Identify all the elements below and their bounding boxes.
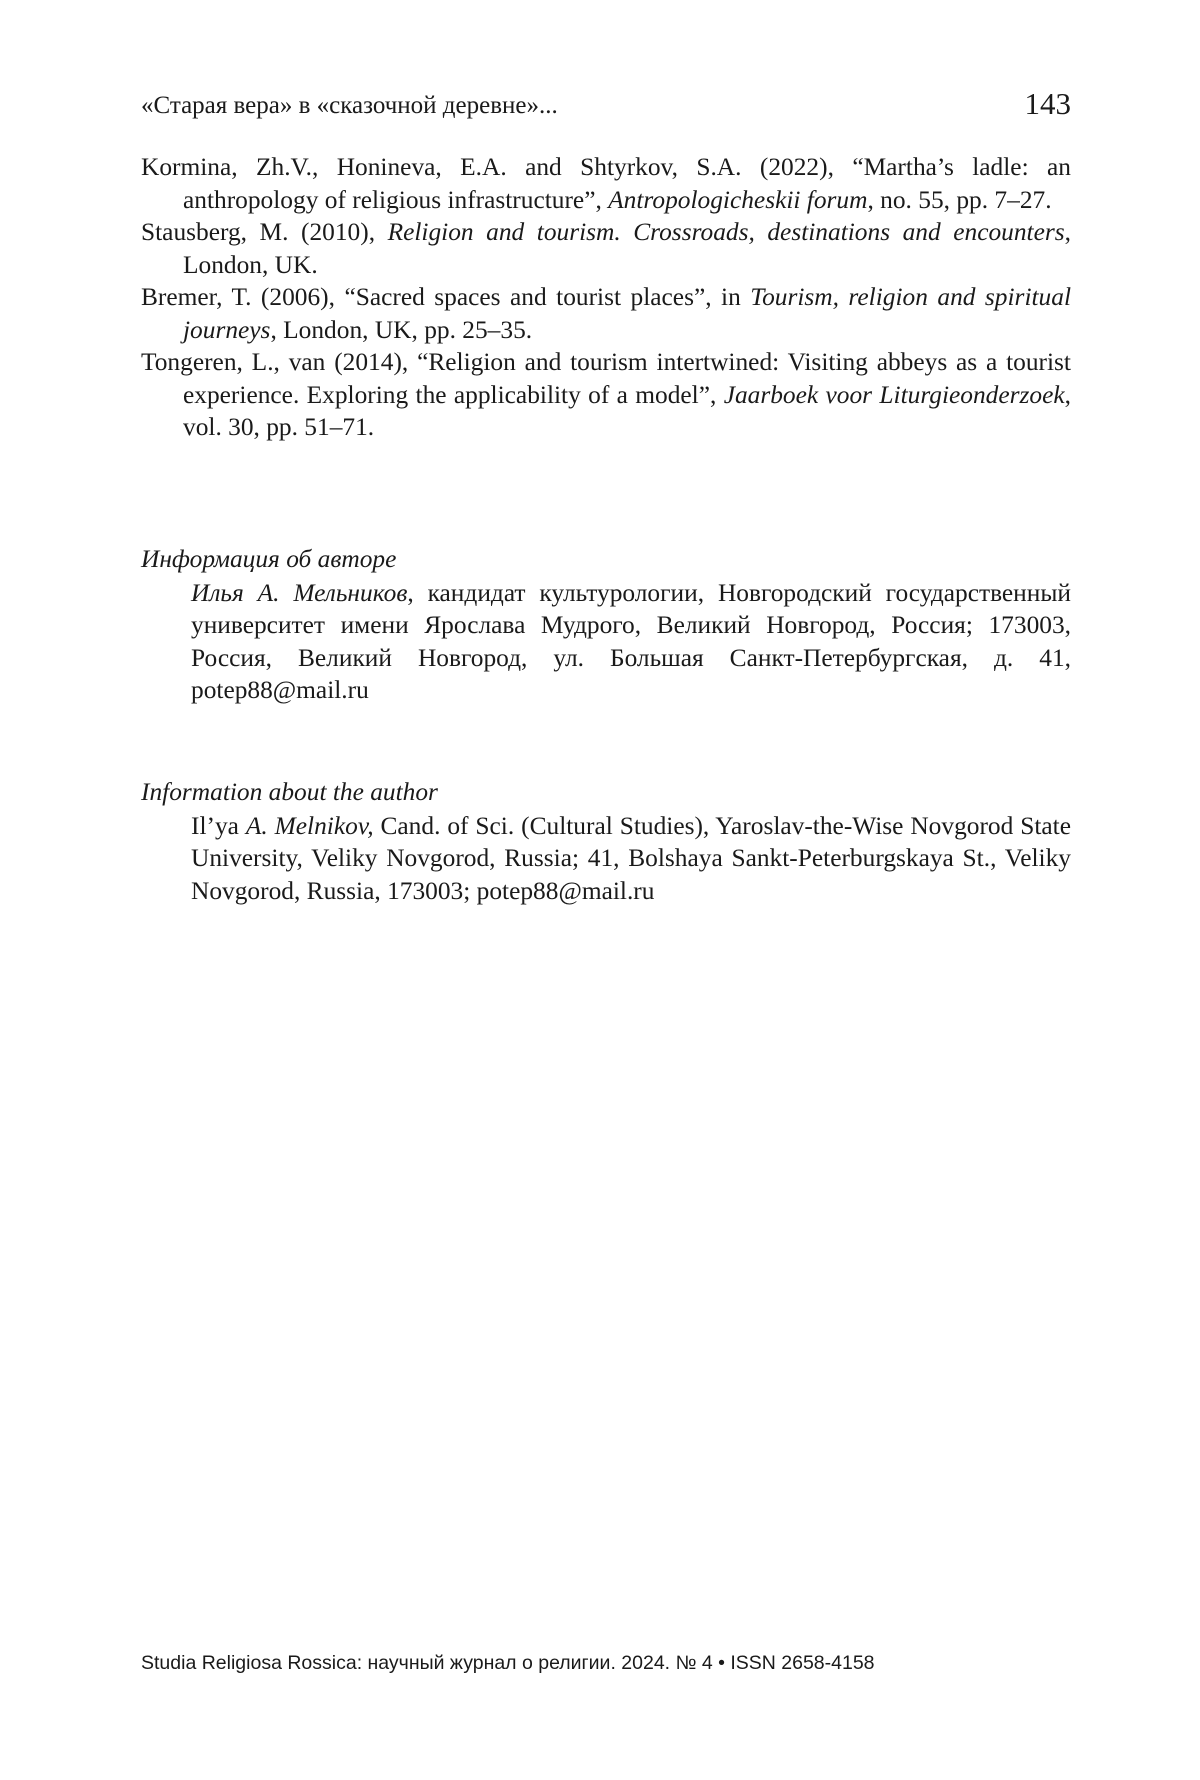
reference-list (141, 151, 1071, 444)
author-details-ru: , кандидат культурологии, Новгородский государственный университет имени Ярослава Мудрого, Великий Новгород, Россия; 173003, Россия, Великий Новгород, ул. Большая Санкт-Петербургская, д. 41, potep88@mail.ru (191, 578, 1071, 704)
author-info-heading-ru: Информация об авторе (141, 545, 397, 573)
author-info-text-en (141, 810, 1071, 908)
running-header (141, 86, 1071, 126)
author-info-en (141, 776, 1071, 907)
author-details-en: Cand. of Sci. (Cultural Studies), Yaroslav-the-Wise Novgorod State University, Veliky Novgorod, Russia; 41, Bolshaya Sankt-Peterburgskaya St., Veliky Novgorod, Russia, 173003; potep88@mail.ru (191, 811, 1071, 905)
reference-details: , no. 55, pp. 7–27. (867, 185, 1052, 214)
author-info-text-ru (141, 577, 1071, 707)
reference-text: Bremer, T. (2006), “Sacred spaces and tourist places”, in (141, 283, 751, 311)
journal-footer: Studia Religiosa Rossica: научный журнал о религии. 2024. № 4 • ISSN 2658-4158 (141, 1652, 875, 1674)
running-title: «Старая вера» в «сказочной деревне»... (141, 92, 558, 119)
author-name-ru: Илья А. Мельников (191, 578, 408, 607)
reference-source: Tourism, religion and spiritual journeys (183, 283, 1071, 344)
reference-source: Jaarboek voor Liturgieonderzoek (723, 380, 1065, 409)
reference-item (141, 346, 1071, 444)
reference-details: , London, UK. (183, 218, 1071, 279)
author-info-ru (141, 543, 1071, 707)
reference-item (141, 216, 1071, 281)
reference-item (141, 151, 1071, 216)
reference-source: Religion and tourism. Crossroads, destinations and encounters (387, 218, 1065, 246)
page-number: 143 (1024, 86, 1071, 121)
reference-text: Stausberg, M. (2010), (141, 218, 388, 246)
reference-text: Tongeren, L., van (2014), “Religion and tourism intertwined: Visiting abbeys as a tourist experience. Exploring the applicability of a model”, (141, 348, 1071, 409)
reference-item (141, 281, 1071, 346)
reference-details: , vol. 30, pp. 51–71. (183, 380, 1071, 441)
reference-text: Kormina, Zh.V., Honineva, E.A. and Shtyrkov, S.A. (2022), “Martha’s ladle: an anthropology of religious infrastructure”, (141, 153, 1071, 214)
author-name-en: A. Melnikov, (245, 811, 374, 840)
author-info-heading-en: Information about the author (141, 778, 438, 806)
reference-details: , London, UK, pp. 25–35. (270, 315, 533, 344)
author-first-name-en: Il’ya (191, 811, 246, 840)
reference-source: Antropologicheskii forum (608, 185, 868, 214)
